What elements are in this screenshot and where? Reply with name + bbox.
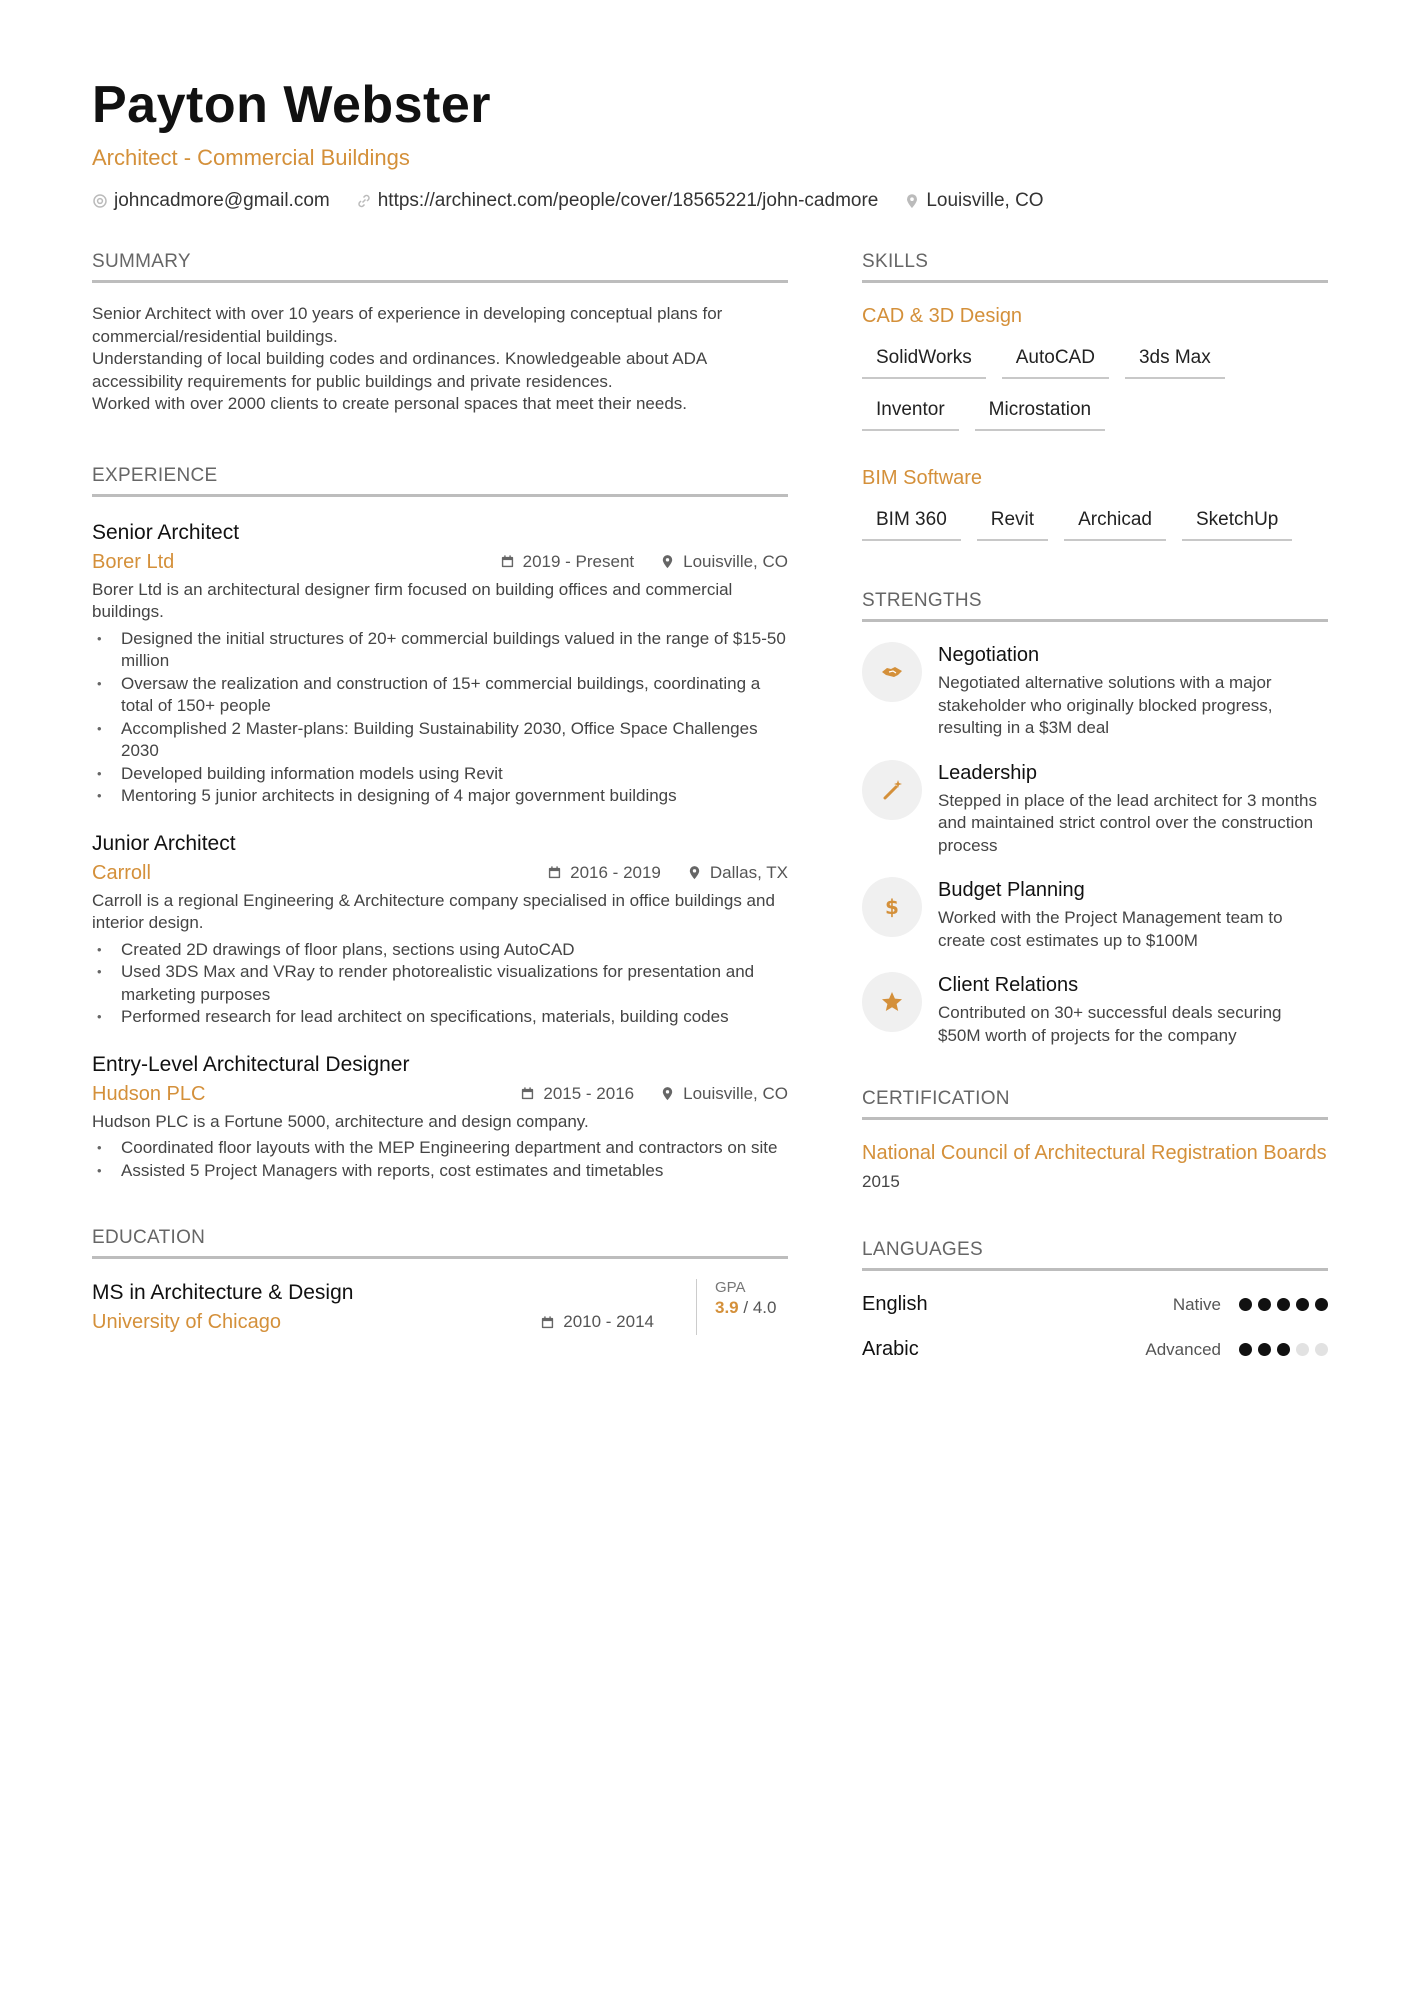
website-text: https://archinect.com/people/cover/18565221/john-cadmore: [377, 190, 879, 211]
bullet-item: • Performed research for lead architect on specifications, materials, building codes: [92, 1006, 788, 1029]
strength-title: Negotiation: [938, 644, 1040, 666]
bullet-item: • Designed the initial structures of 20+ commercial buildings valued in the range of $15-50 million: [92, 628, 788, 673]
skill-group: [862, 303, 1328, 431]
right-column: [862, 250, 1328, 1361]
contact-website[interactable]: [356, 190, 879, 212]
skill-group-title: CAD & 3D Design: [862, 305, 1023, 327]
skill-chip: BIM 360: [862, 503, 961, 541]
rating-dot-empty: [1315, 1343, 1328, 1356]
email-text: johncadmore@gmail.com: [114, 190, 330, 211]
skill-chip: 3ds Max: [1125, 341, 1225, 379]
language-level: Native: [1172, 1294, 1221, 1314]
job-title: Junior Architect: [92, 831, 236, 855]
languages-section: [862, 1238, 1328, 1361]
certification-section: [862, 1087, 1328, 1192]
summary-line: Understanding of local building codes and ordinances. Knowledgeable about ADA accessibility requirements for public buildings and private residences.: [92, 349, 707, 391]
language-rating: [1239, 1298, 1328, 1311]
strength-item: [862, 877, 1328, 952]
experience-heading: EXPERIENCE: [92, 464, 788, 497]
summary-line: Senior Architect with over 10 years of experience in developing conceptual plans for commercial/residential buildings.: [92, 304, 723, 346]
job-bullets: [92, 939, 788, 1029]
job-dates: 2019 - Present: [522, 551, 635, 571]
bullet-item: • Assisted 5 Project Managers with reports, cost estimates and timetables: [92, 1160, 788, 1183]
calendar-icon: [520, 1086, 535, 1101]
job-location: Louisville, CO: [683, 1083, 788, 1103]
strengths-section: [862, 589, 1328, 1047]
bullet-item: • Developed building information models using Revit: [92, 763, 788, 786]
map-pin-icon: [660, 1086, 675, 1101]
skill-group-title: BIM Software: [862, 467, 983, 489]
job-bullets: [92, 628, 788, 808]
strengths-heading: STRENGTHS: [862, 589, 1328, 622]
rating-dot-filled: [1277, 1343, 1290, 1356]
language-name: English: [862, 1293, 928, 1315]
candidate-name: Payton Webster: [92, 76, 492, 134]
map-pin-icon: [687, 865, 702, 880]
bullet-item: • Created 2D drawings of floor plans, sections using AutoCAD: [92, 939, 788, 962]
summary-line: Worked with over 2000 clients to create personal spaces that meet their needs.: [92, 394, 688, 413]
contact-bar: [92, 190, 1332, 212]
languages-heading: LANGUAGES: [862, 1238, 1328, 1271]
rating-dot-filled: [1315, 1298, 1328, 1311]
bullet-item: • Mentoring 5 junior architects in designing of 4 major government buildings: [92, 785, 788, 808]
strength-description: Worked with the Project Management team to create cost estimates up to $100M: [938, 908, 1283, 950]
summary-heading: SUMMARY: [92, 250, 788, 283]
education-dates: 2010 - 2014: [563, 1312, 654, 1331]
map-pin-icon: [660, 554, 675, 569]
link-icon: [356, 193, 372, 209]
summary-section: [92, 250, 788, 416]
at-icon: [92, 193, 108, 209]
magic-wand-icon: [880, 778, 904, 802]
bullet-item: • Accomplished 2 Master-plans: Building Sustainability 2030, Office Space Challenges 2030: [92, 718, 788, 763]
strength-description: Contributed on 30+ successful deals securing $50M worth of projects for the company: [938, 1003, 1282, 1045]
language-item: [862, 1338, 1328, 1361]
language-level: Advanced: [1145, 1339, 1221, 1359]
job-description: Borer Ltd is an architectural designer firm focused on building offices and commercial buildings.: [92, 579, 733, 621]
star-icon: [880, 990, 904, 1014]
language-item: [862, 1293, 1328, 1316]
gpa-max: / 4.0: [743, 1298, 777, 1317]
rating-dot-filled: [1239, 1343, 1252, 1356]
strength-description: Stepped in place of the lead architect for 3 months and maintained strict control over the construction process: [938, 790, 1317, 855]
job-title: Senior Architect: [92, 520, 240, 544]
strength-title: Leadership: [938, 761, 1037, 784]
bullet-item: • Coordinated floor layouts with the MEP Engineering department and contractors on site: [92, 1137, 788, 1160]
education-entry: [92, 1279, 788, 1335]
language-name: Arabic: [862, 1338, 919, 1360]
contact-email[interactable]: [92, 190, 330, 212]
rating-dot-filled: [1258, 1343, 1271, 1356]
calendar-icon: [500, 554, 515, 569]
skill-chip: Archicad: [1064, 503, 1166, 541]
company-name: Borer Ltd: [92, 550, 175, 573]
resume-header: [92, 72, 1332, 212]
job-dates: 2015 - 2016: [543, 1083, 635, 1103]
calendar-icon: [547, 865, 562, 880]
rating-dot-filled: [1296, 1298, 1309, 1311]
bullet-item: • Used 3DS Max and VRay to render photorealistic visualizations for presentation and marketing purposes: [92, 961, 788, 1006]
skills-heading: SKILLS: [862, 250, 1328, 283]
map-pin-icon: [904, 193, 920, 209]
job-description: Hudson PLC is a Fortune 5000, architecture and design company.: [92, 1111, 589, 1131]
calendar-icon: [540, 1315, 555, 1330]
skill-chip: AutoCAD: [1002, 341, 1109, 379]
left-column: [92, 250, 788, 1335]
job-bullets: [92, 1137, 788, 1182]
skill-chip: Revit: [977, 503, 1048, 541]
candidate-title: Architect - Commercial Buildings: [92, 145, 410, 170]
skill-group: [862, 465, 1328, 541]
skill-chip: Inventor: [862, 393, 959, 431]
rating-dot-empty: [1296, 1343, 1309, 1356]
strength-item: [862, 972, 1328, 1047]
education-heading: EDUCATION: [92, 1226, 788, 1259]
certification-heading: CERTIFICATION: [862, 1087, 1328, 1120]
strength-description: Negotiated alternative solutions with a major stakeholder who originally blocked progress, resulting in a $3M deal: [938, 673, 1273, 737]
gpa-label: GPA: [715, 1279, 746, 1296]
strength-title: Budget Planning: [938, 879, 1085, 901]
dollar-icon: [880, 895, 904, 919]
gpa-value: 3.9: [715, 1298, 739, 1317]
company-name: Carroll: [92, 861, 151, 884]
strength-item: [862, 642, 1328, 740]
education-section: [92, 1226, 788, 1335]
strength-title: Client Relations: [938, 974, 1079, 996]
strength-item: [862, 760, 1328, 858]
job-dates: 2016 - 2019: [570, 862, 661, 882]
location-text: Louisville, CO: [926, 190, 1044, 211]
skills-section: [862, 250, 1328, 541]
skill-chip: SketchUp: [1182, 503, 1292, 541]
school-name: University of Chicago: [92, 1311, 281, 1333]
company-name: Hudson PLC: [92, 1082, 206, 1105]
job-location: Louisville, CO: [683, 551, 788, 571]
job-location: Dallas, TX: [709, 862, 788, 882]
gpa-block: [696, 1279, 788, 1335]
language-rating: [1239, 1343, 1328, 1356]
contact-location: [904, 190, 1043, 212]
experience-section: [92, 464, 788, 1183]
summary-text: [92, 303, 788, 416]
bullet-item: • Oversaw the realization and construction of 15+ commercial buildings, coordinating a total of 150+ people: [92, 673, 788, 718]
certification-year: 2015: [862, 1172, 900, 1191]
rating-dot-filled: [1239, 1298, 1252, 1311]
job-description: Carroll is a regional Engineering & Architecture company specialised in office buildings and interior design.: [92, 890, 775, 932]
svg-text:$: $: [885, 895, 899, 919]
rating-dot-filled: [1258, 1298, 1271, 1311]
certification-name: National Council of Architectural Registration Boards: [862, 1142, 1327, 1164]
job-entry: [92, 830, 788, 1029]
job-entry: [92, 519, 788, 808]
handshake-icon: [880, 660, 904, 684]
degree-name: MS in Architecture & Design: [92, 1281, 354, 1304]
skill-chip: SolidWorks: [862, 341, 986, 379]
rating-dot-filled: [1277, 1298, 1290, 1311]
skill-chip: Microstation: [975, 393, 1105, 431]
job-entry: [92, 1051, 788, 1183]
job-title: Entry-Level Architectural Designer: [92, 1052, 410, 1076]
